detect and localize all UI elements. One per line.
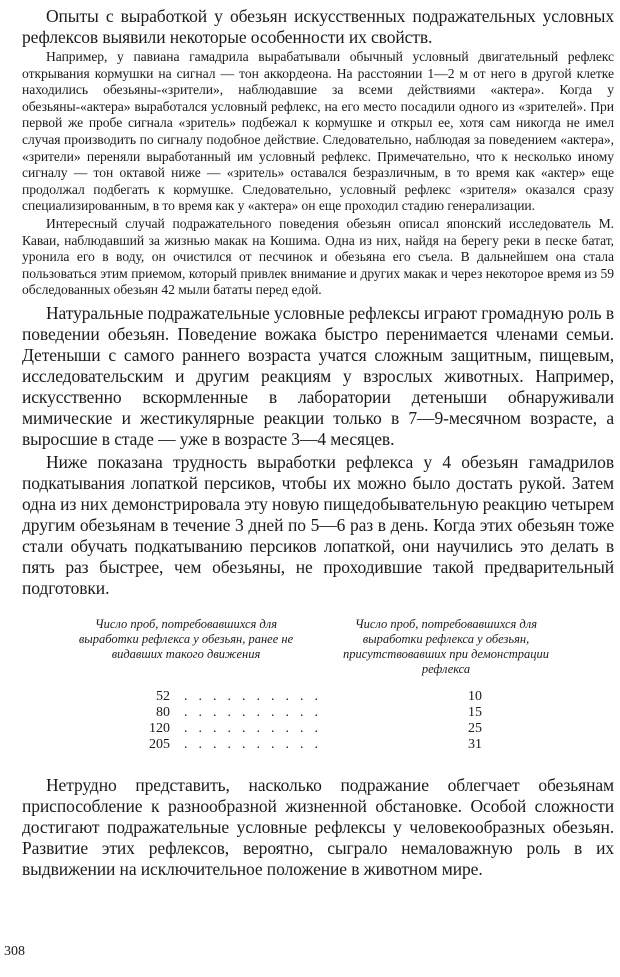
value-with-demo: 25 xyxy=(468,720,482,736)
table-header-without-demo: Число проб, потребовавшихся для выработки рефлекса у обезьян, ранее не видавших такого движения xyxy=(78,616,294,661)
value-with-demo: 15 xyxy=(468,704,482,720)
value-without-demo: 205 xyxy=(149,736,170,752)
table-row xyxy=(22,689,614,705)
value-with-demo: 31 xyxy=(468,736,482,752)
intro-paragraph: Опыты с выработкой у обезьян искусственных подражательных условных рефлексов выявили некоторые особенности их свойств. xyxy=(22,6,614,47)
dot-leader: .......... xyxy=(184,720,329,736)
dot-leader: .......... xyxy=(184,736,329,752)
value-without-demo: 52 xyxy=(156,688,170,704)
dot-leader: .......... xyxy=(184,704,329,720)
table-row xyxy=(22,721,614,737)
conclusion-paragraph: Нетрудно представить, насколько подражание облегчает обезьянам приспособление к разнообразной жизненной обстановке. Особой сложности достигают подражательные условные рефлексы у человекообразных обезьян. Развитие этих рефлексов, вероятно, сыграло немаловажную роль в их выдвижении на исключительное положение в животном мире. xyxy=(22,774,614,879)
example-baboon-paragraph: Например, у павиана гамадрила вырабатывали обычный условный двигательный рефлекс открывания кормушки на сигнал — тон аккордеона. На расстоянии 1—2 м от него в другой клетке находились обезьяны-«зрители», наблюдавшие за всеми действиями «актера». Когда у обезьяны-«актера» выработался условный рефлекс, на его место посадили одного из «зрителей». При первой же пробе сигнала «зритель» подбежал к кормушке и открыл ее, хотя сам никогда не имел случая производить по сигналу подобное действие. Следовательно, наблюдая за поведением «актера», «зрители» переняли выработанный им условный рефлекс. Примечательно, что к несколько иному сигналу — тон октавой ниже — «зритель» оставался безразличным, в то время как «актер» еще продолжал подбегать к кормушке. Следовательно, условный рефлекс «зрителя» оказался сразу специализированным, в то время как у «актера» он еще проходил стадию генерализации. xyxy=(22,49,614,214)
natural-reflexes-paragraph: Натуральные подражательные условные рефлексы играют громадную роль в поведении обезьян. Поведение вожака быстро перенимается членами семьи. Детеныши с самого раннего возраста учатся сложным защитным, пищевым, исследовательским и другим реакциям у взрослых животных. Например, искусственно вскормленные в лаборатории детеныши обнаруживали мимические и жестикулярные реакции только в 7—9-месячном возрасте, а выросшие в стаде — уже в возрасте 3—4 месяцев. xyxy=(22,302,614,449)
table-row xyxy=(22,705,614,721)
value-without-demo: 120 xyxy=(149,720,170,736)
experiment-paragraph: Ниже показана трудность выработки рефлекса у 4 обезьян гамадрилов подкатывания лопаткой персиков, чтобы их можно было достать рукой. Затем одна из них демонстрировала эту новую пищедобывательную реакцию четырем другим обезьянам в течение 3 дней по 5—6 раз в день. Когда этих обезьян тоже стали обучать подкатыванию персиков лопаткой, они научились это делать в пять раз быстрее, чем обезьяны, не проходившие такой предварительный подготовки. xyxy=(22,451,614,598)
example-macaque-paragraph: Интересный случай подражательного поведения обезьян описал японский исследователь М. Каваи, наблюдавший за жизнью макак на Кошима. Одна из них, найдя на берегу реки в песке батат, уронила его в воду, он очистился от песчинок и обезьяна его съела. В дальнейшем она стала пользоваться этим приемом, который привлек внимание и других макак и через некоторое время из 59 обследованных обезьян 42 мыли бататы перед едой. xyxy=(22,215,614,298)
table-header-with-demo: Число проб, потребовавшихся для выработки рефлекса у обезьян, присутствовавших при демонстрации рефлекса xyxy=(342,616,550,676)
value-without-demo: 80 xyxy=(156,704,170,720)
page-content xyxy=(22,6,614,880)
dot-leader: .......... xyxy=(184,688,329,704)
page-number: 308 xyxy=(4,944,25,959)
trials-table xyxy=(22,617,614,769)
table-rows xyxy=(22,689,614,753)
table-row xyxy=(22,737,614,753)
value-with-demo: 10 xyxy=(468,688,482,704)
